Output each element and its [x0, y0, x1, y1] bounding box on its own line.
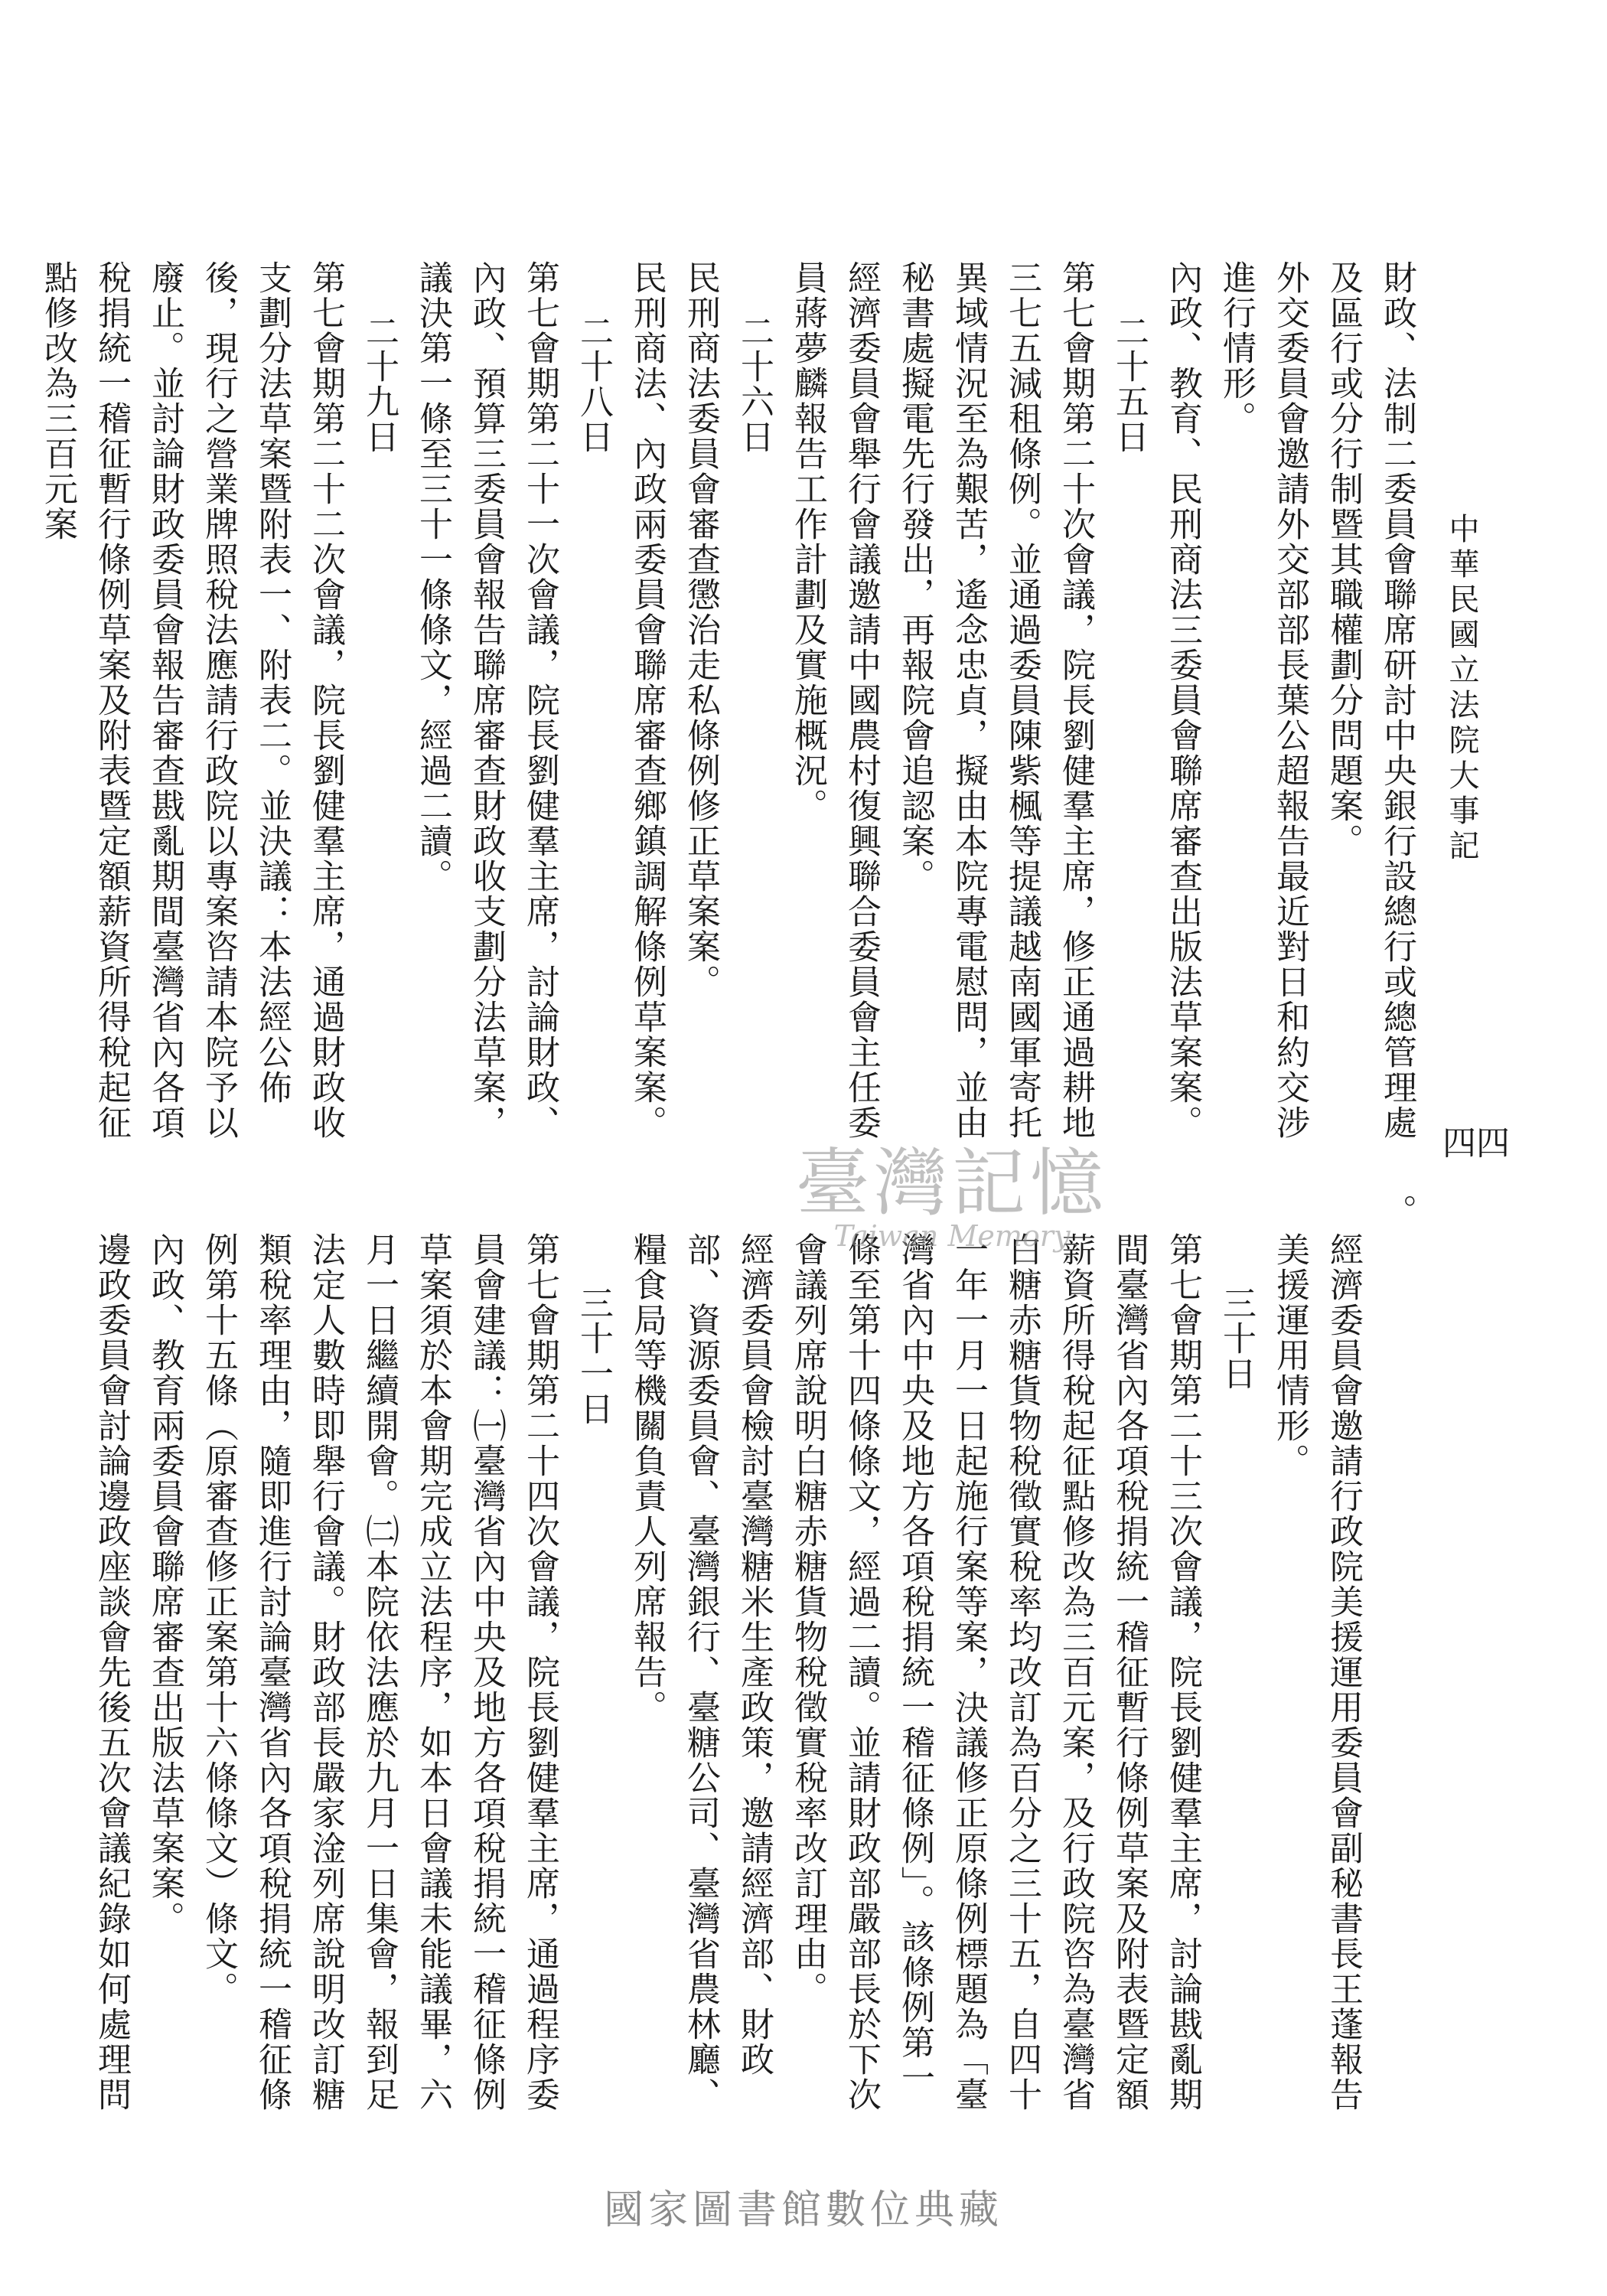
right-text-column-block: [38, 222, 1423, 1140]
paragraph: 外交委員會邀請外交部部長葉公超報告最近對日和約交涉進行情形。: [1217, 260, 1309, 1140]
paragraph: 第七會期第二十二次會議，院長劉健羣主席，通過財政收支劃分法草案暨附表一、附表二。並決議：本法經公佈後，現行之營業牌照稅法應請行政院以專案咨請本院予以廢止。並討論財政委員會報告審查戡亂期間臺灣省內各項稅捐統一稽征暫行條例草案及附表暨定額薪資所得稅起征點修改為三百元案: [38, 260, 345, 1140]
left-text-column-block: [92, 1194, 1423, 2128]
watermark-text: 臺灣記憶: [796, 1140, 1108, 1226]
date-heading: 三十日: [1217, 1286, 1256, 1391]
paragraph: 邊政委員會討論邊政座談會先後五次會議紀錄如何處理問: [92, 1232, 131, 2112]
paragraph: 經濟委員會舉行會議邀請中國農村復興聯合委員會主任委員蔣夢麟報告工作計劃及實施概況。: [788, 260, 881, 1140]
paragraph: 民刑商法、內政兩委員會聯席審查鄉鎮調解條例草案案。: [627, 260, 667, 1140]
date-heading: 二十五日: [1110, 314, 1149, 455]
paragraph: 第七會期第二十一次會議，院長劉健羣主席，討論財政、內政、預算三委員會報告聯席審查財政收支劃分法草案，議決第一條至三十一條條文，經過二讀。: [413, 260, 559, 1140]
paragraph: 內政、教育兩委員會聯席審查出版法草案案。: [145, 1232, 184, 1936]
paragraph: 。: [1377, 1194, 1416, 1229]
watermark-subtext: Taiwan Memory: [833, 1219, 1071, 1253]
taiwan-memory-watermark: [796, 1125, 1108, 1253]
paragraph: 第七會期第二十四次會議，院長劉健羣主席，通過程序委員會建議：㈠臺灣省內中央及地方各項稅捐統一稽征條例草案須於本會期完成立法程序，如本日會議未能議畢，六月一日繼續開會。㈡本院依法應於九月一日集會，報到足法定人數時即舉行會議。財政部長嚴家淦列席說明改訂糖類稅率理由，隨即進行討論臺灣省內各項稅捐統一稽征條例第十五條（原審查修正案第十六條條文）條文。: [199, 1232, 559, 2112]
book-title: 中華民國立法院大事記: [1444, 513, 1479, 865]
date-heading: 二十六日: [735, 314, 774, 455]
paragraph: 經濟委員會邀請行政院美援運用委員會副秘書長王蓬報告美援運用情形。: [1270, 1232, 1363, 2112]
footer-collection-label: 國家圖書館數位典藏: [603, 2187, 1003, 2233]
paragraph: 財政、法制二委員會聯席研討中央銀行設總行或總管理處及區行或分行制暨其職權劃分問題案。: [1324, 260, 1416, 1140]
date-heading: 二十九日: [360, 314, 399, 455]
paragraph: 第七會期第二十次會議，院長劉健羣主席，修正通過耕地三七五減租條例。並通過委員陳紫楓等提議越南國軍寄托異域情況至為艱苦，遙念忠貞，擬由本院專電慰問，並由秘書處擬電先行發出，再報院會追認案。: [895, 260, 1095, 1140]
page-number: 四四: [1436, 1125, 1509, 1163]
paragraph: 民刑商法委員會審查懲治走私條例修正草案案。: [681, 260, 720, 1000]
paragraph: 經濟委員會檢討臺灣糖米生產政策，邀請經濟部、財政部、資源委員會、臺灣銀行、臺糖公司、臺灣省農林廳、糧食局等機關負責人列席報告。: [627, 1232, 774, 2112]
paragraph: 內政、教育、民刑商法三委員會聯席審查出版法草案案。: [1163, 260, 1202, 1140]
date-heading: 二十八日: [574, 314, 613, 455]
date-heading: 三十一日: [574, 1286, 613, 1427]
paragraph: 第七會期第二十三次會議，院長劉健羣主席，討論戡亂期間臺灣省內各項稅捐統一稽征暫行條例草案及附表暨定額薪資所得稅起征點修改為三百元案，及行政院咨為臺灣省白糖赤糖貨物稅徵實稅率均改訂為百分之三十五，自四十一年一月一日起施行案等案，決議修正原條例標題為「臺灣省內中央及地方各項稅捐統一稽征條例」。該條例第一條至第十四條條文，經過二讀。並請財政部嚴部長於下次會議列席說明白糖赤糖貨物稅徵實稅率改訂理由。: [788, 1232, 1202, 2112]
